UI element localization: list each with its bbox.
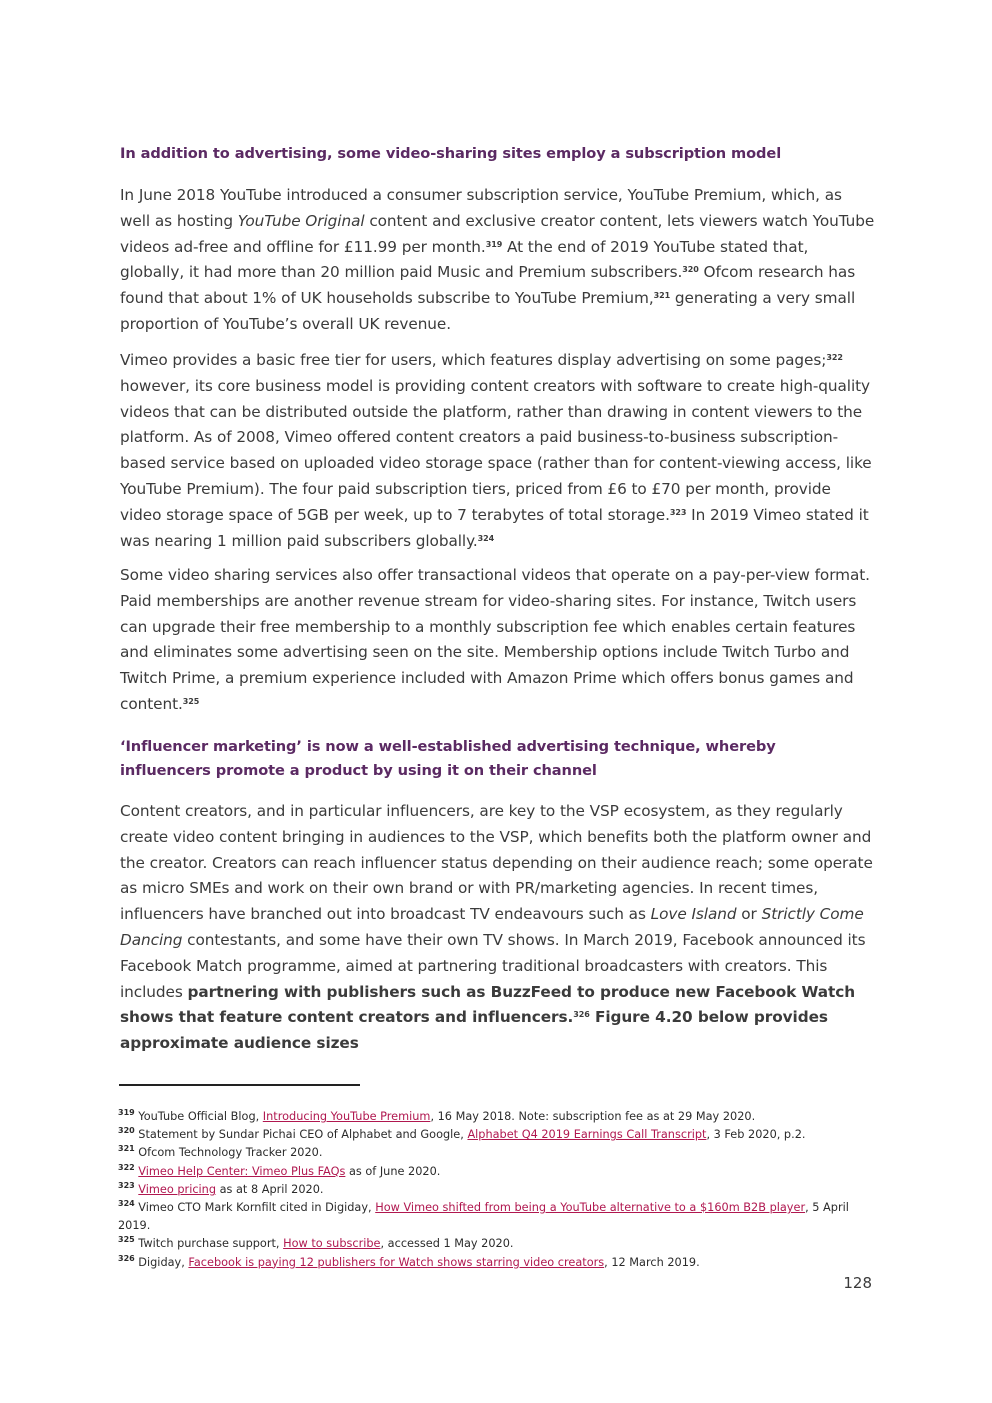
footnote-link[interactable]: Alphabet Q4 2019 Earnings Call Transcript — [467, 1128, 707, 1142]
footnote-324 — [118, 1199, 878, 1235]
footnote-number: 322 — [118, 1162, 135, 1172]
footnote-text: , accessed 1 May 2020. — [380, 1237, 514, 1251]
footnote-321 — [118, 1144, 878, 1162]
paragraph-twitch — [120, 563, 876, 718]
p4-text-a: Content creators, and in particular influencers, are key to the VSP ecosystem, as they regularly create video content bringing in audiences to the VSP, which benefits both the platform owner and the creator. Creators can reach influencer status depending on their audience reach; some operate as micro SMEs and work on their own brand or with PR/marketing agencies. In recent times, influencers have branched out into broadcast TV endeavours such as — [120, 802, 873, 924]
page-number: 128 — [843, 1274, 872, 1292]
p3-text-a: Some video sharing services also offer transactional videos that operate on a pay-per-view format. Paid memberships are another revenue stream for video-sharing sites. For instance, Twitch users can upgrade their free membership to a monthly subscription fee which enables certain features and eliminates some advertising seen on the site. Membership options include Twitch Turbo and Twitch Prime, a premium experience included with Amazon Prime which offers bonus games and content. — [120, 566, 870, 713]
paragraph-youtube-premium — [120, 183, 876, 338]
footnote-ref-320[interactable]: 320 — [682, 265, 699, 275]
footnote-number: 324 — [118, 1199, 135, 1209]
footnote-link[interactable]: How Vimeo shifted from being a YouTube alternative to a $160m B2B player — [375, 1201, 806, 1215]
footnote-number: 326 — [118, 1253, 135, 1263]
p1-italic: YouTube Original — [237, 211, 365, 230]
footnote-number: 319 — [118, 1108, 135, 1117]
p1-text-c: At the end of 2019 YouTube stated that, globally, it had more than 20 million paid Music and Premium subscribers. — [120, 237, 809, 282]
p2-text-a: Vimeo provides a basic free tier for users, which features display advertising on some pages; — [120, 351, 827, 369]
paragraph-vimeo — [120, 348, 876, 554]
section-heading-influencer: ‘Influencer marketing’ is now a well-established advertising technique, whereby influencers promote a product by using it on their channel — [120, 738, 776, 779]
footnote-ref-324[interactable]: 324 — [477, 533, 495, 543]
footnote-322 — [118, 1163, 878, 1181]
p4-text-d: Figure 4.20 below provides approximate audience sizes — [120, 1008, 828, 1053]
footnote-text: Vimeo CTO Mark Kornfilt cited in Digiday, — [134, 1201, 376, 1215]
footnotes — [118, 1108, 878, 1272]
section-heading-subscription: In addition to advertising, some video-sharing sites employ a subscription model — [120, 145, 782, 162]
p1-text-d: Ofcom research has found that about 1% of UK households subscribe to YouTube Premium, — [120, 263, 856, 308]
p1-text-a: In June 2018 YouTube introduced a consumer subscription service, YouTube Premium, which, as well as hosting — [120, 186, 842, 230]
p2-text-c: In 2019 Vimeo stated it was nearing 1 million paid subscribers globally. — [120, 505, 869, 550]
footnote-ref-322[interactable]: 322 — [826, 353, 843, 362]
footnote-319 — [118, 1108, 878, 1126]
footnote-text: as of June 2020. — [345, 1164, 441, 1178]
p4-italic-strictly: Strictly Come Dancing — [120, 905, 864, 949]
footnote-text: Ofcom Technology Tracker 2020. — [134, 1146, 323, 1160]
footnote-323 — [118, 1181, 878, 1199]
footnote-link[interactable]: Vimeo pricing — [138, 1182, 217, 1196]
footnote-link[interactable]: Facebook is paying 12 publishers for Watch shows starring video creators — [188, 1255, 605, 1269]
footnote-ref-326[interactable]: 326 — [573, 1010, 590, 1020]
footnote-text: YouTube Official Blog, — [134, 1110, 263, 1123]
footnote-number: 321 — [118, 1144, 135, 1154]
paragraph-influencers — [120, 799, 876, 1057]
footnote-ref-323[interactable]: 323 — [669, 507, 687, 517]
p1-text-e: generating a very small proportion of YouTube’s overall UK revenue. — [120, 289, 856, 333]
footnote-number: 323 — [118, 1180, 135, 1190]
p4-text-b: or — [736, 905, 762, 924]
footnote-text: as at 8 April 2020. — [216, 1182, 324, 1196]
p2-text-b: however, its core business model is providing content creators with software to create high-quality videos that can be distributed outside the platform, rather than drawing in content viewers to the platform. As of 2008, Vimeo offered content creators a paid business-to-business subscription-based service based on uploaded video storage space (rather than for content-viewing access, like YouTube Premium). The four paid subscription tiers, priced from £6 to £70 per month, provide video storage space of 5GB per week, up to 7 terabytes of total storage. — [120, 376, 872, 524]
footnote-text: Twitch purchase support, — [134, 1237, 284, 1251]
footnote-number: 320 — [118, 1126, 135, 1136]
footnote-text: Digiday, — [134, 1255, 189, 1269]
footnote-link[interactable]: Vimeo Help Center: Vimeo Plus FAQs — [138, 1164, 346, 1178]
footnote-320 — [118, 1126, 878, 1144]
p4-italic-love-island: Love Island — [650, 905, 737, 924]
footnote-325 — [118, 1235, 878, 1253]
p1-text-b: content and exclusive creator content, lets viewers watch YouTube videos ad-free and offline for £11.99 per month. — [120, 211, 875, 256]
footnote-text: , 12 March 2019. — [604, 1255, 700, 1269]
footnote-text: , 5 April 2019. — [118, 1201, 849, 1233]
footnote-divider — [119, 1084, 360, 1086]
footnote-ref-319[interactable]: 319 — [485, 239, 503, 249]
footnote-link[interactable]: How to subscribe — [283, 1237, 381, 1251]
p4-bold-text: partnering with publishers such as BuzzFeed to produce new Facebook Watch shows that feature content creators and influencers. — [120, 982, 856, 1027]
footnote-text: , 16 May 2018. Note: subscription fee as at 29 May 2020. — [430, 1110, 756, 1123]
p4-text-c: contestants, and some have their own TV shows. In March 2019, Facebook announced its Facebook Match programme, aimed at partnering traditional broadcasters with creators. This includes — [120, 930, 866, 1001]
footnote-ref-325[interactable]: 325 — [182, 696, 200, 706]
footnote-326 — [118, 1254, 878, 1272]
footnote-ref-321[interactable]: 321 — [653, 291, 671, 301]
footnote-text: , 3 Feb 2020, p.2. — [706, 1128, 806, 1142]
footnote-number: 325 — [118, 1235, 135, 1245]
footnote-link[interactable]: Introducing YouTube Premium — [262, 1110, 431, 1123]
footnote-text: Statement by Sundar Pichai CEO of Alphabet and Google, — [134, 1128, 468, 1142]
